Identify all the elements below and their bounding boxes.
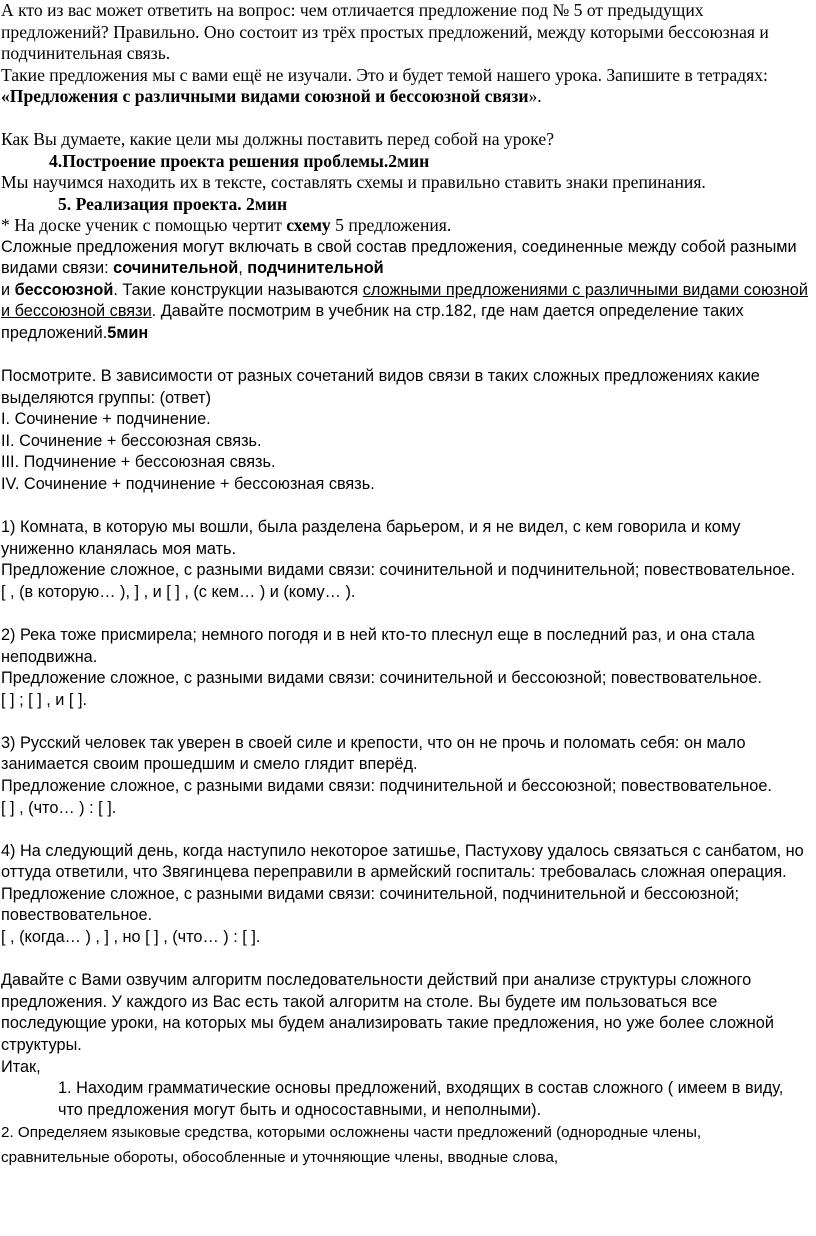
group-item: III. Подчинение + бессоюзная связь. <box>1 453 276 472</box>
paragraph-complex <box>1 237 812 280</box>
def-text-a: и <box>1 280 15 299</box>
complex-text: Сложные предложения могут включать в свой состав предложения, соединенные между собой разными видами связи: <box>1 237 797 278</box>
paragraph-algorithm: Давайте с Вами озвучим алгоритм последовательности действий при анализе структуры сложного предложения. У каждого из Вас есть такой алгоритм на столе. Вы будете им пользоваться все последующие уроки, на которых мы будем анализировать такие предложения, но уже более сложной структуры. <box>1 971 774 1054</box>
heading-step-5: 5. Реализация проекта. 2мин <box>58 193 288 214</box>
paragraph-definition <box>1 280 812 345</box>
def-text-c: . Давайте посмотрим в учебник на стр.182, где нам дается определение таких предложений. <box>1 302 744 342</box>
spacer <box>1 344 812 366</box>
group-item: IV. Сочинение + подчинение + бессоюзная связь. <box>1 474 375 493</box>
group-item: II. Сочинение + бессоюзная связь. <box>1 431 262 450</box>
def-text-b: . Такие конструкции называются <box>113 280 363 299</box>
example-sentence: 1) Комната, в которую мы вошли, была разделена барьером, и я не видел, с кем говорила и кому униженно кланялась моя мать. <box>1 518 741 558</box>
heading-step-4: 4.Построение проекта решения проблемы.2мин <box>49 150 430 171</box>
def-bold: бессоюзной <box>14 280 114 299</box>
example-scheme: [ , (в которую… ), ] , и [ ] , (с кем… ) и (кому… ). <box>1 582 356 601</box>
board-end: 5 предложения. <box>330 215 452 235</box>
example-sentence: 2) Река тоже присмирела; немного погодя и в ней кто-то плеснул еще в последний раз, и она стала неподвижна. <box>1 625 755 666</box>
paragraph-itak: Итак, <box>1 1057 41 1076</box>
spacer <box>1 496 812 518</box>
def-time: 5мин <box>107 323 149 342</box>
group-item: I. Сочинение + подчинение. <box>1 410 211 429</box>
complex-bold-1: сочинительной <box>113 259 239 278</box>
topic-title: «Предложения с различными видами союзной и бессоюзной связи <box>1 86 529 106</box>
complex-sep: , <box>238 259 248 278</box>
algorithm-step-1: 1. Находим грамматические основы предложений, входящих в состав сложного ( имеем в виду, что предложения могут быть и односоставными, и неполными). <box>58 1079 784 1119</box>
complex-bold-2: подчинительной <box>247 259 384 278</box>
example-scheme: [ ] ; [ ] , и [ ]. <box>1 690 87 709</box>
spacer <box>1 949 812 971</box>
spacer <box>1 108 812 130</box>
example-scheme: [ , (когда… ) , ] , но [ ] , (что… ) : [ ]. <box>1 928 261 947</box>
board-text: * На доске ученик с помощью чертит <box>1 215 287 235</box>
example-description: Предложение сложное, с разными видами связи: подчинительной и бессоюзной; повествовательное. <box>1 776 772 795</box>
example-sentence: 3) Русский человек так уверен в своей силе и крепости, что он не прочь и поломать себя: он мало занимается своим прошедшим и смело глядит вперёд. <box>1 733 746 774</box>
topic-intro: Такие предложения мы с вами ещё не изучали. Это и будет темой нашего урока. Запишите в тетрадях: <box>1 64 768 85</box>
paragraph-question: А кто из вас может ответить на вопрос: чем отличается предложение под № 5 от предыдущих предложений? Правильно. Оно состоит из трёх простых предложений, между которыми бессоюзная и подчинительная связь. <box>1 0 769 63</box>
def-underlined: сложными предложениями с различными видами союзной и бессоюзной связи <box>1 280 808 321</box>
paragraph-goals: Как Вы думаете, какие цели мы должны поставить перед собой на уроке? <box>1 129 555 149</box>
spacer <box>1 711 812 733</box>
board-bold: схему <box>286 215 331 235</box>
spacer <box>1 603 812 625</box>
paragraph-learn: Мы научимся находить их в тексте, составлять схемы и правильно ставить знаки препинания. <box>1 172 706 192</box>
spacer <box>1 819 812 841</box>
algorithm-step-2: 2. Определяем языковые средства, которыми осложнены части предложений (однородные члены, сравнительные обороты, обособленные и уточняющие члены, вводные слова, <box>1 1124 702 1166</box>
paragraph-board <box>1 215 812 237</box>
example-description: Предложение сложное, с разными видами связи: сочинительной и подчинительной; повествовательное. <box>1 561 795 580</box>
example-scheme: [ ] , (что… ) : [ ]. <box>1 798 117 817</box>
example-sentence: 4) На следующий день, когда наступило некоторое затишье, Пастухову удалось связаться с санбатом, но оттуда ответили, что Звягинцева переправили в армейский госпиталь: требовалась сложная операция. <box>1 841 804 882</box>
example-description: Предложение сложное, с разными видами связи: сочинительной и бессоюзной; повествовательное. <box>1 669 762 688</box>
example-description: Предложение сложное, с разными видами связи: сочинительной, подчинительной и бессоюзной; повествовательное. <box>1 884 739 925</box>
topic-end: ». <box>528 86 542 106</box>
definition-block <box>1 237 812 1122</box>
paragraph-topic <box>1 65 812 108</box>
paragraph-groups-intro: Посмотрите. В зависимости от разных сочетаний видов связи в таких сложных предложениях какие выделяются группы: (ответ) <box>1 366 760 407</box>
